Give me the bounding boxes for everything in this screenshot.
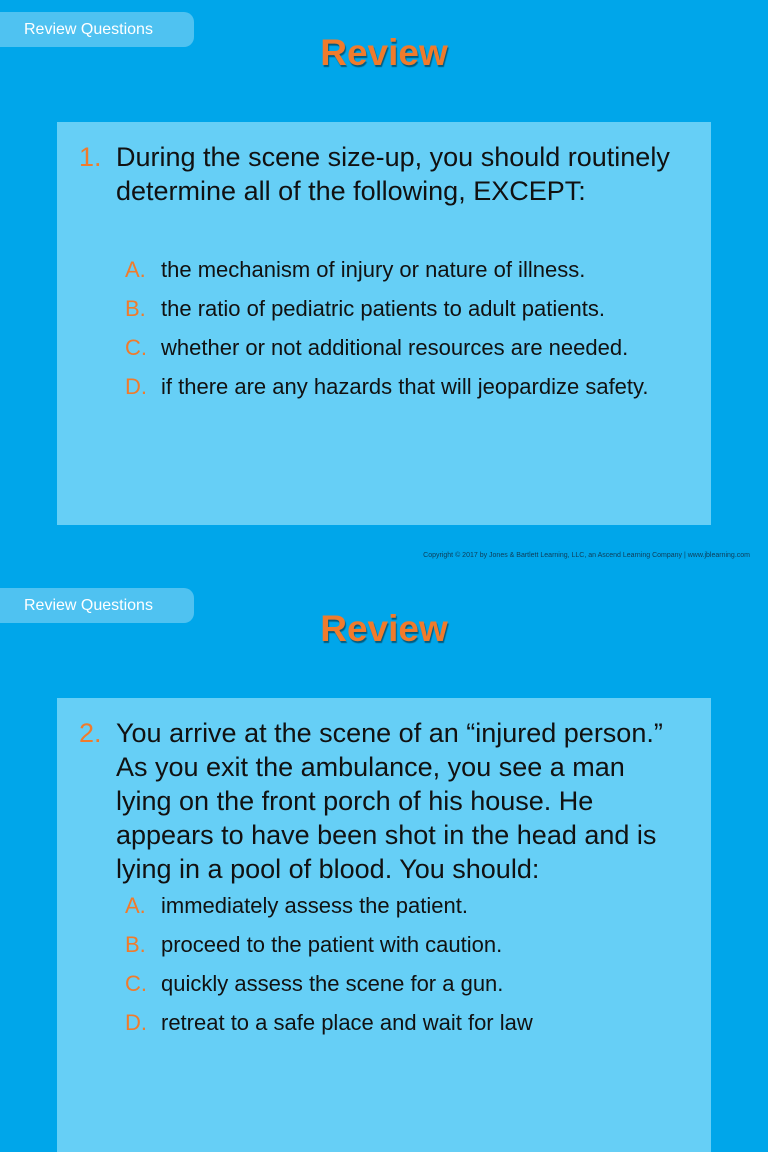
question-text: During the scene size-up, you should routinely determine all of the following, EXCEPT: [116,142,670,206]
option-letter: B. [125,296,146,321]
question [79,140,679,208]
slide-title: Review [320,608,448,649]
question-box [57,122,711,525]
slide-title: Review [320,32,448,73]
review-questions-tag: Review Questions [0,12,194,47]
question-number: 1. [79,142,102,172]
answer-option-d[interactable] [125,1007,685,1038]
option-text: quickly assess the scene for a gun. [161,971,504,996]
option-text: if there are any hazards that will jeopardize safety. [161,374,649,399]
option-text: the ratio of pediatric patients to adult patients. [161,296,605,321]
option-letter: A. [125,893,146,918]
question-number: 2. [79,718,102,748]
answer-option-c[interactable] [125,968,685,999]
option-text: immediately assess the patient. [161,893,468,918]
option-letter: D. [125,374,147,399]
answer-option-b[interactable] [125,293,685,324]
option-letter: D. [125,1010,147,1035]
option-letter: C. [125,971,147,996]
answer-option-d[interactable] [125,371,685,402]
option-text: whether or not additional resources are needed. [161,335,629,360]
slide-2 [0,576,768,1152]
question [79,716,679,886]
option-text: retreat to a safe place and wait for law [161,1010,533,1035]
option-letter: B. [125,932,146,957]
question-box [57,698,711,1152]
review-questions-tag: Review Questions [0,588,194,623]
answer-option-a[interactable] [125,254,685,285]
answer-option-c[interactable] [125,332,685,363]
option-text: proceed to the patient with caution. [161,932,503,957]
question-text: You arrive at the scene of an “injured person.” As you exit the ambulance, you see a man lying on the front porch of his house. He appears to have been shot in the head and is lying in a pool of blood. You should: [116,718,663,884]
option-text: the mechanism of injury or nature of illness. [161,257,586,282]
option-letter: C. [125,335,147,360]
answer-options [125,890,685,1046]
answer-options [125,254,685,410]
answer-option-b[interactable] [125,929,685,960]
copyright-notice: Copyright © 2017 by Jones & Bartlett Learning, LLC, an Ascend Learning Company | www.jblearning.com [423,552,750,559]
option-letter: A. [125,257,146,282]
answer-option-a[interactable] [125,890,685,921]
